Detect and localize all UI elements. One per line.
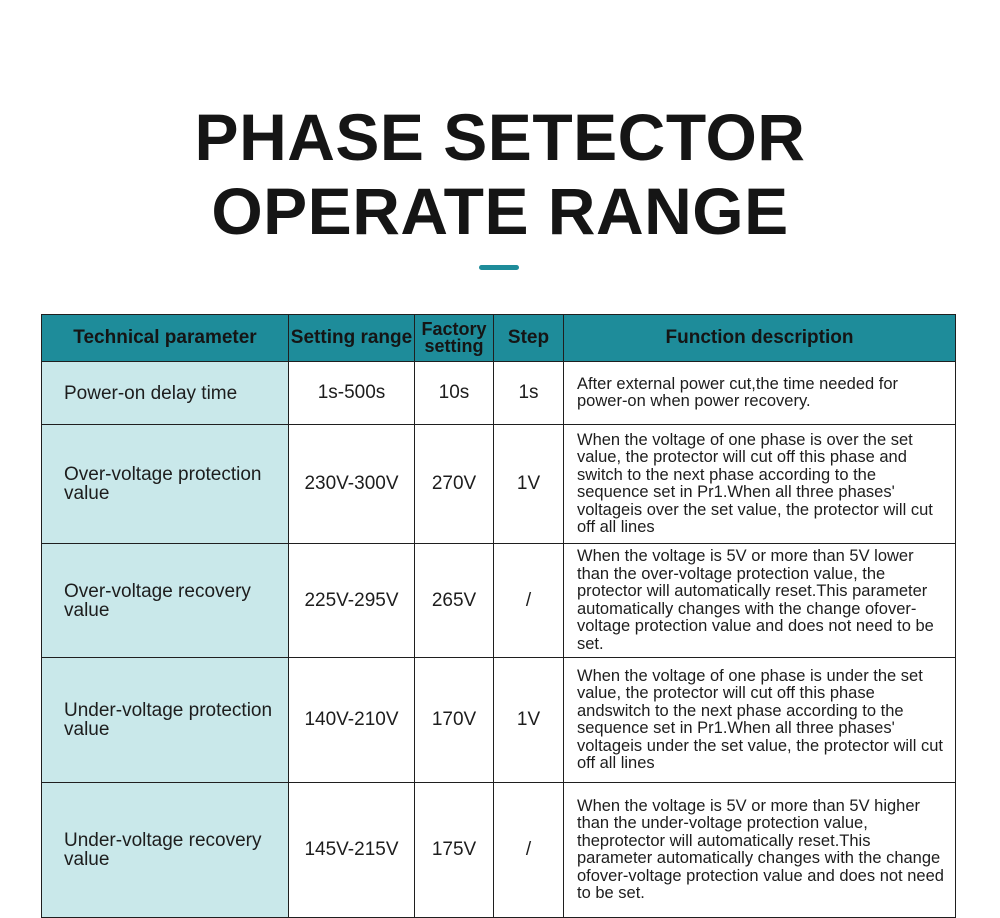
row-setting-range: 230V-300V bbox=[289, 425, 415, 544]
title-line-2: OPERATE RANGE bbox=[211, 174, 789, 248]
header-factory-line-2: setting bbox=[424, 336, 484, 356]
header-setting-range: Setting range bbox=[289, 315, 415, 362]
row-setting-range: 145V-215V bbox=[289, 783, 415, 918]
row-function-description: When the voltage of one phase is over the set value, the protector will cut off this phase and switch to the next phase according to the sequence set in Pr1.When all three phases' voltageis over the set value, the protector will cut off all lines bbox=[564, 425, 956, 544]
row-factory-setting: 265V bbox=[415, 544, 494, 658]
title-line-1: PHASE SETECTOR bbox=[194, 100, 806, 174]
row-parameter: Over-voltage recovery value bbox=[42, 544, 289, 658]
table-header-row bbox=[42, 315, 956, 362]
header-function-description: Function description bbox=[564, 315, 956, 362]
title-accent-divider bbox=[479, 265, 519, 270]
row-function-description: When the voltage is 5V or more than 5V higher than the under-voltage protection value, theprotector will automatically reset.This parameter automatically changes with the change ofover-voltage protection value and does not need to be set. bbox=[564, 783, 956, 918]
table-row bbox=[42, 362, 956, 425]
row-step: / bbox=[494, 544, 564, 658]
row-function-description: When the voltage of one phase is under the set value, the protector will cut off this phase andswitch to the next phase according to the sequence set in Pr1.When all three phases' voltageis under the set value, the protector will cut off all lines bbox=[564, 658, 956, 783]
row-function-description: When the voltage is 5V or more than 5V lower than the over-voltage protection value, the protector will automatically reset.This parameter automatically changes with the change ofover-voltage protection value and does not need to be set. bbox=[564, 544, 956, 658]
table-row bbox=[42, 783, 956, 918]
table-row bbox=[42, 658, 956, 783]
row-factory-setting: 10s bbox=[415, 362, 494, 425]
header-factory-line-1: Factory bbox=[421, 319, 487, 339]
row-step: 1V bbox=[494, 425, 564, 544]
row-function-description: After external power cut,the time needed for power-on when power recovery. bbox=[564, 362, 956, 425]
row-step: 1s bbox=[494, 362, 564, 425]
header-factory-setting bbox=[415, 315, 494, 362]
row-factory-setting: 170V bbox=[415, 658, 494, 783]
table-row bbox=[42, 544, 956, 658]
header-step: Step bbox=[494, 315, 564, 362]
row-step: 1V bbox=[494, 658, 564, 783]
row-step: / bbox=[494, 783, 564, 918]
operate-range-table bbox=[41, 314, 956, 918]
table-row bbox=[42, 425, 956, 544]
row-parameter: Over-voltage protection value bbox=[42, 425, 289, 544]
row-factory-setting: 175V bbox=[415, 783, 494, 918]
header-technical-parameter: Technical parameter bbox=[42, 315, 289, 362]
row-parameter: Under-voltage protection value bbox=[42, 658, 289, 783]
page-title bbox=[0, 100, 1000, 248]
row-setting-range: 1s-500s bbox=[289, 362, 415, 425]
row-setting-range: 140V-210V bbox=[289, 658, 415, 783]
row-setting-range: 225V-295V bbox=[289, 544, 415, 658]
row-factory-setting: 270V bbox=[415, 425, 494, 544]
row-parameter: Power-on delay time bbox=[42, 362, 289, 425]
row-parameter: Under-voltage recovery value bbox=[42, 783, 289, 918]
